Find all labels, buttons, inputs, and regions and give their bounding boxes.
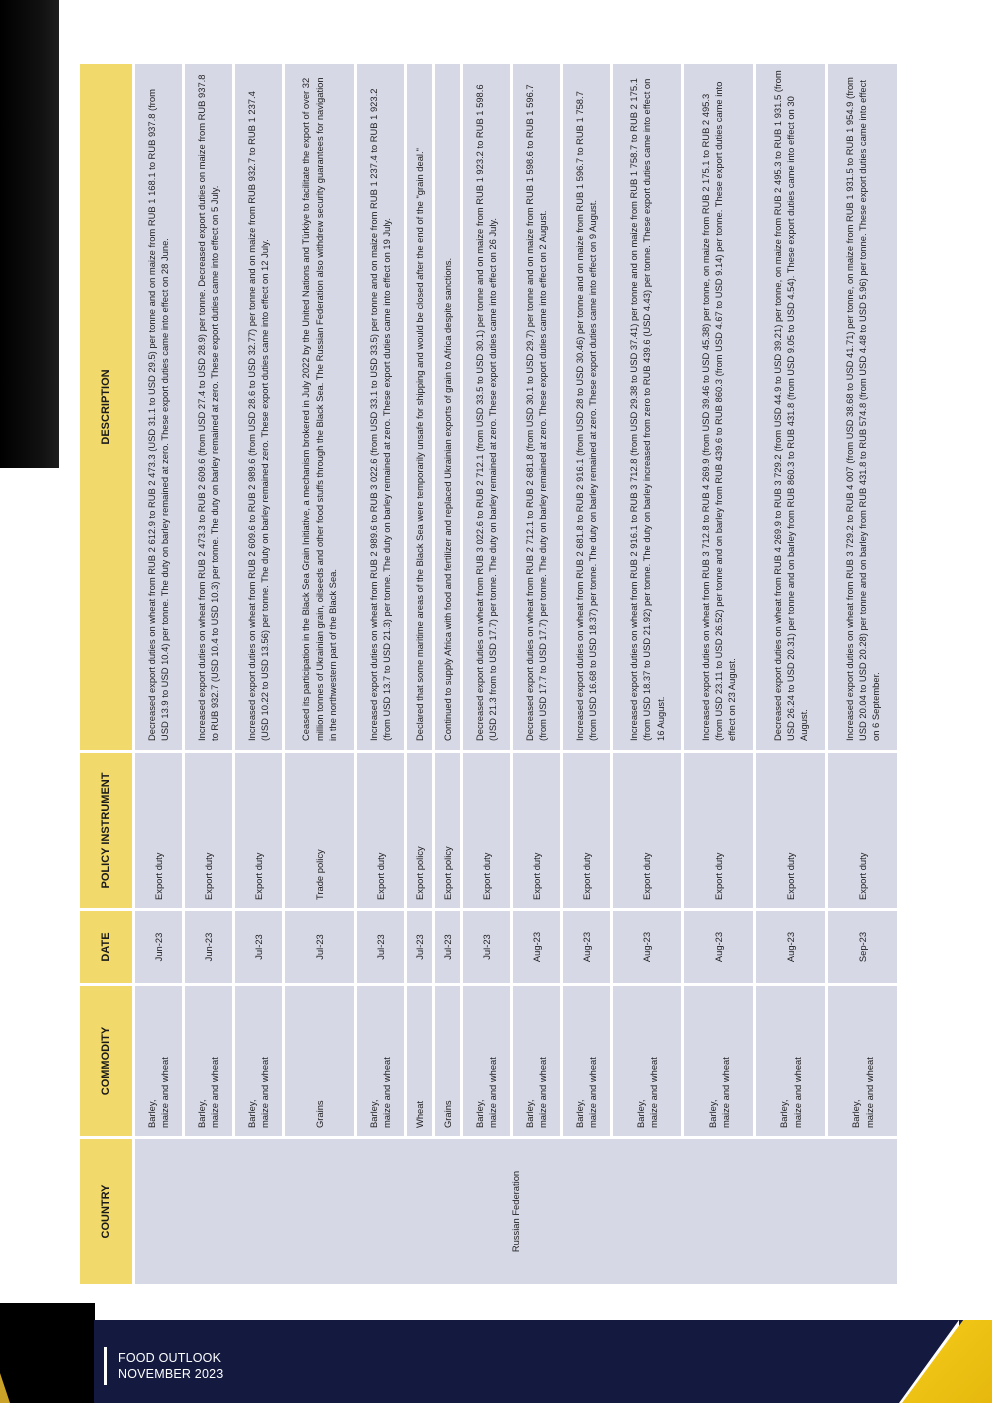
table-row (684, 64, 753, 1284)
policy-instrument-cell: Export duty (613, 753, 682, 908)
table-row (435, 64, 460, 1284)
policy-table-rotated (80, 70, 903, 1284)
description-cell: Ceased its participation in the Black Sea Grain Initiative, a mechanism brokered in July 2022 by the United Nations and Türkiye to facilitate the export of over 32 million tonnes of Ukrainian grain, oilseeds and other food stuffs through the Black Sea. The Russian Federation also withdrew security guarantees for navigation in the northwestern part of the Black Sea. (285, 64, 354, 750)
policy-instrument-cell: Export duty (185, 753, 232, 908)
date-cell: Jul-23 (435, 911, 460, 983)
table-row (135, 64, 182, 1284)
description-cell: Increased export duties on wheat from RUB 2 681.8 to RUB 2 916.1 (from USD 28 to USD 30.46) per tonne and on maize from RUB 1 596.7 to RUB 1 758.7 (from USD 16.68 to USD 18.37) per tonne. The duty on barley remained at zero. These export duties came into effect on 9 August. (563, 64, 610, 750)
description-cell: Decreased export duties on wheat from RUB 2 612.9 to RUB 2 473.3 (USD 31.1 to USD 29.5) per tonne and on maize from RUB 1 168.1 to RUB 937.8 (from USD 13.9 to USD 10.4) per tonne. The duty on barley remained at zero. These export duties came into effect on 28 June. (135, 64, 182, 750)
commodity-cell (185, 986, 232, 1136)
commodity-cell (357, 986, 404, 1136)
table-row (235, 64, 282, 1284)
date-cell: Aug-23 (684, 911, 753, 983)
commodity-line: maize and wheat (381, 1057, 393, 1128)
commodity-line: Barley, (196, 1099, 208, 1128)
table-row (463, 64, 510, 1284)
description-cell: Increased export duties on wheat from RUB 3 729.2 to RUB 4 007 (from USD 38.68 to USD 41.71) per tonne, on maize from RUB 1 931.5 to RUB 1 954.9 (from USD 20.04 to USD 20.28) per tonne and on barley from RUB 431.8 to RUB 574.8 (from USD 4.48 to USD 5.96) per tonne. These export duties came into effect on 6 September. (828, 64, 897, 750)
policy-instrument-cell: Export policy (407, 753, 432, 908)
policy-instrument-cell: Export policy (435, 753, 460, 908)
description-cell: Decreased export duties on wheat from RUB 3 022.6 to RUB 2 712.1 (from USD 33.5 to USD 30.1) per tonne and on maize from RUB 1 923.2 to RUB 1 598.6 (USD 21.3 from to USD 17.7) per tonne. The duty on barley remained at zero. These export duties came into effect on 26 July. (463, 64, 510, 750)
description-cell: Increased export duties on wheat from RUB 3 712.8 to RUB 4 269.9 (from USD 39.46 to USD 45.38) per tonne, on maize from RUB 2 175.1 to RUB 2 495.3 (from USD 23.11 to USD 26.52) per tonne and on barley from RUB 439.6 to RUB 860.3 (from USD 4.67 to USD 9.14) per tonne. These export duties came into effect on 23 August. (684, 64, 753, 750)
policy-instrument-cell: Export duty (135, 753, 182, 908)
commodity-cell (235, 986, 282, 1136)
header-policy-instrument: POLICY INSTRUMENT (80, 753, 132, 908)
commodity-cell (435, 986, 460, 1136)
commodity-cell (513, 986, 560, 1136)
commodity-line: maize and wheat (159, 1057, 171, 1128)
policy-instrument-cell: Export duty (513, 753, 560, 908)
date-cell: Jun-23 (185, 911, 232, 983)
commodity-cell (613, 986, 682, 1136)
table-row (613, 64, 682, 1284)
date-cell: Jul-23 (357, 911, 404, 983)
description-cell: Increased export duties on wheat from RUB 2 989.6 to RUB 3 022.6 (from USD 33.1 to USD 33.5) per tonne and on maize from RUB 1 237.4 to RUB 1 923.2 (from USD 13.7 to USD 21.3) per tonne. The duty on barley remained at zero. These export duties came into effect on 19 July. (357, 64, 404, 750)
commodity-line: maize and wheat (648, 1057, 660, 1128)
date-cell: Sep-23 (828, 911, 897, 983)
footer-band (94, 1320, 992, 1403)
commodity-cell (756, 986, 825, 1136)
header-country: COUNTRY (80, 1139, 132, 1284)
date-cell: Aug-23 (563, 911, 610, 983)
commodity-line: maize and wheat (863, 1057, 875, 1128)
commodity-line: Barley, (850, 1099, 862, 1128)
commodity-line: maize and wheat (487, 1057, 499, 1128)
commodity-line: maize and wheat (587, 1057, 599, 1128)
footer-black-block (0, 1303, 95, 1403)
table-row (357, 64, 404, 1284)
commodity-line: Wheat (413, 1100, 425, 1128)
commodity-line: Barley, (146, 1099, 158, 1128)
table-row (513, 64, 560, 1284)
commodity-line: Barley, (634, 1099, 646, 1128)
commodity-line: Barley, (524, 1099, 536, 1128)
country-cell: Russian Federation (135, 1139, 897, 1284)
table-row (563, 64, 610, 1284)
date-cell: Aug-23 (513, 911, 560, 983)
header-commodity: COMMODITY (80, 986, 132, 1136)
table-row (407, 64, 432, 1284)
table-row (285, 64, 354, 1284)
header-description: DESCRIPTION (80, 64, 132, 750)
date-cell: Aug-23 (613, 911, 682, 983)
commodity-line: Barley, (706, 1099, 718, 1128)
commodity-line: Barley, (778, 1099, 790, 1128)
date-cell: Jul-23 (463, 911, 510, 983)
commodity-cell (563, 986, 610, 1136)
policy-instrument-cell: Export duty (684, 753, 753, 908)
commodity-line: Barley, (574, 1099, 586, 1128)
policy-instrument-cell: Export duty (235, 753, 282, 908)
description-cell: Increased export duties on wheat from RUB 2 609.6 to RUB 2 989.6 (from USD 28.6 to USD 32.77) per tonne and on maize from RUB 932.7 to RUB 1 237.4 (USD 10.22 to USD 13.56) per tonne. The duty on barley remained zero. These export duties came into effect on 12 July. (235, 64, 282, 750)
table-row (756, 64, 825, 1284)
footer-date: NOVEMBER 2023 (118, 1367, 224, 1381)
commodity-line: maize and wheat (719, 1057, 731, 1128)
date-cell: Aug-23 (756, 911, 825, 983)
commodity-line: maize and wheat (537, 1057, 549, 1128)
commodity-line: maize and wheat (791, 1057, 803, 1128)
header-date: DATE (80, 911, 132, 983)
date-cell: Jun-23 (135, 911, 182, 983)
commodity-line: Barley, (367, 1099, 379, 1128)
description-cell: Continued to supply Africa with food and fertilizer and replaced Ukrainian exports of grain to Africa despite sanctions. (435, 64, 460, 750)
policy-instrument-cell: Export duty (756, 753, 825, 908)
policy-instrument-cell: Export duty (357, 753, 404, 908)
policy-instrument-cell: Trade policy (285, 753, 354, 908)
commodity-cell (463, 986, 510, 1136)
footer-publication (118, 1350, 223, 1382)
commodity-cell (684, 986, 753, 1136)
commodity-cell (407, 986, 432, 1136)
table-row (185, 64, 232, 1284)
commodity-cell (828, 986, 897, 1136)
policy-instrument-cell: Export duty (463, 753, 510, 908)
commodity-line: Barley, (474, 1099, 486, 1128)
description-cell: Increased export duties on wheat from RUB 2 916.1 to RUB 3 712.8 (from USD 29.38 to USD 37.41) per tonne and on maize from RUB 1 758.7 to RUB 2 175.1 (from USD 18.37 to USD 21.92) per tonne. The duty on barley increased from zero to RUB 439.6 (USD 4.43) per tonne. These export duties came into effect on 16 August. (613, 64, 682, 750)
policy-instrument-cell: Export duty (563, 753, 610, 908)
footer-gold-sliver (0, 1373, 10, 1403)
footer-title: FOOD OUTLOOK (118, 1351, 222, 1365)
date-cell: Jul-23 (285, 911, 354, 983)
table-row (828, 64, 897, 1284)
commodity-cell (135, 986, 182, 1136)
table-header-row (80, 64, 132, 1284)
date-cell: Jul-23 (235, 911, 282, 983)
description-cell: Declared that some maritime areas of the Black Sea were temporarily unsafe for shipping and would be closed after the end of the "grain deal." (407, 64, 432, 750)
commodity-cell (285, 986, 354, 1136)
commodity-line: Barley, (246, 1099, 258, 1128)
footer-divider (104, 1347, 107, 1385)
date-cell: Jul-23 (407, 911, 432, 983)
black-side-tab (0, 0, 59, 468)
description-cell: Decreased export duties on wheat from RUB 2 712.1 to RUB 2 681.8 (from USD 30.1 to USD 29.7) per tonne and on maize from RUB 1 598.6 to RUB 1 596.7 (from USD 17.7 to USD 17.7) per tonne. The duty on barley remained at zero. These export duties came into effect on 2 August. (513, 64, 560, 750)
commodity-line: maize and wheat (259, 1057, 271, 1128)
description-cell: Decreased export duties on wheat from RUB 4 269.9 to RUB 3 729.2 (from USD 44.9 to USD 39.21) per tonne, on maize from RUB 2 495.3 to RUB 1 931.5 (from USD 26.24 to USD 20.31) per tonne and on barley from RUB 860.3 to RUB 431.8 (from USD 9.05 to USD 4.54). These export duties came into effect on 30 August. (756, 64, 825, 750)
policy-instrument-cell: Export duty (828, 753, 897, 908)
commodity-line: Grains (441, 1100, 453, 1128)
commodity-line: Grains (313, 1100, 325, 1128)
description-cell: Increased export duties on wheat from RUB 2 473.3 to RUB 2 609.6 (from USD 27.4 to USD 28.9) per tonne. Decreased export duties on maize from RUB 937.8 to RUB 932.7 (USD 10.4 to USD 10.3) per tonne. The duty on barley remained at zero. These export duties came into effect on 5 July. (185, 64, 232, 750)
commodity-line: maize and wheat (209, 1057, 221, 1128)
policy-table (77, 61, 900, 1287)
